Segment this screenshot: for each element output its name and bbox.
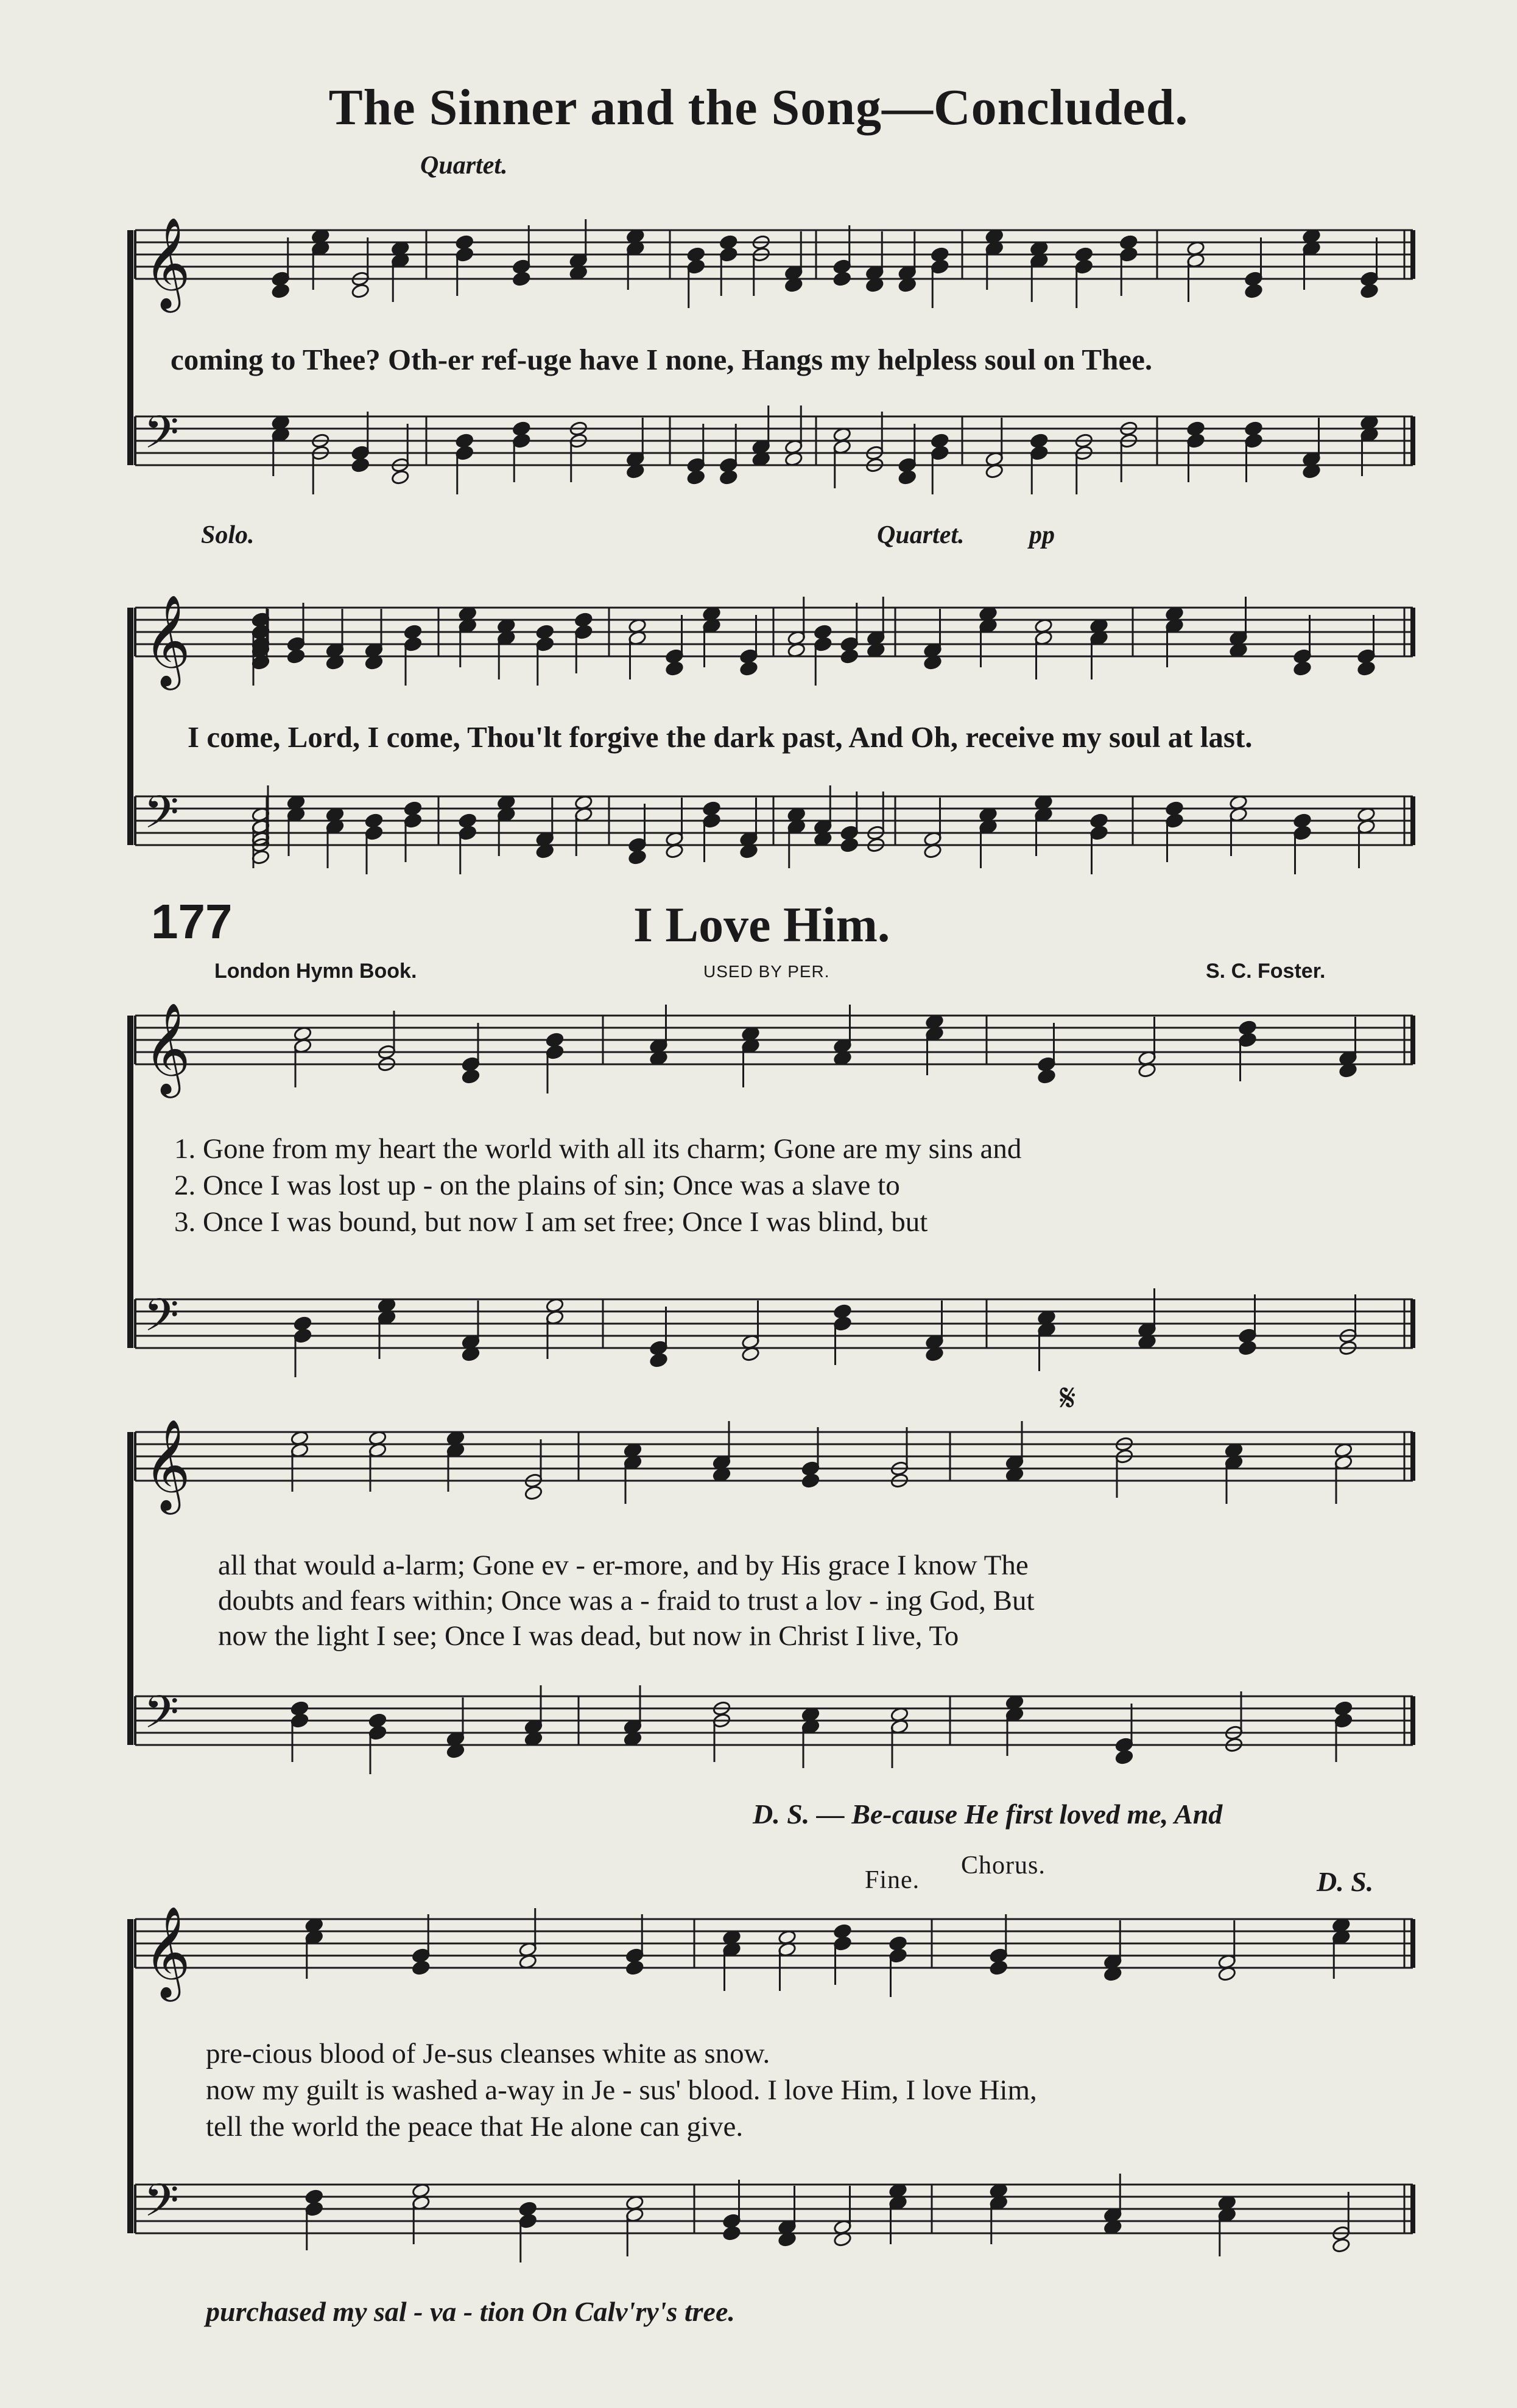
sys-a-bass-note [719, 469, 738, 485]
segno-icon: 𝄋 [1060, 1378, 1076, 1419]
sys-b-treble-note [1293, 661, 1312, 676]
sys-b-bass-note [628, 849, 647, 865]
sys-a-treble-note [1074, 247, 1093, 262]
verse-2-line-2: doubts and fears within; Once was a - fraid to trust a lov - ing God, But [218, 1585, 1035, 1616]
sys-e-bass-note [304, 2189, 323, 2205]
sys-c-treble-note [1037, 1069, 1056, 1084]
sys-d-bass-note [1115, 1749, 1134, 1765]
sys-a-treble-note [931, 247, 949, 262]
sys-b-bass-note [458, 813, 477, 829]
verse-3-line-3: tell the world the peace that He alone can give. [206, 2111, 744, 2143]
chorus-marking: Chorus. [961, 1852, 1046, 1880]
sys-d-treble-note [524, 1485, 543, 1501]
sys-c-bass-note [294, 1316, 312, 1332]
sys-a-treble-note [686, 247, 705, 262]
sys-e-treble-note [833, 1923, 852, 1939]
bass-clef-icon: 𝄢 [144, 1686, 179, 1750]
sys-b-treble-note [535, 624, 554, 640]
ds-refrain-text: D. S. — Be-cause He first loved me, And [753, 1799, 1223, 1830]
sys-a-bass-note [1030, 433, 1049, 449]
sys-b-treble-note [665, 661, 684, 676]
verse-1-line-3: pre-cious blood of Je-sus cleanses white as snow. [206, 2038, 770, 2069]
marking-quartet-1: Quartet. [420, 152, 508, 180]
sys-b-treble-note [814, 624, 832, 640]
sys-b-treble-note [287, 648, 306, 664]
sys-e-treble-note [412, 1960, 431, 1976]
treble-clef-icon: 𝄞 [144, 1418, 191, 1511]
sys-a-bass-note [686, 469, 705, 485]
hymn-title: I Love Him. [633, 897, 890, 952]
page-title: The Sinner and the Song—Concluded. [328, 79, 1189, 136]
verse-2-line-1: 2. Once I was lost up - on the plains of sin; Once was a slave to [174, 1170, 900, 1201]
sys-a-bass-note [1186, 421, 1205, 437]
fine-marking: Fine. [865, 1866, 920, 1894]
sys-a-bass-note [391, 469, 410, 485]
sys-a-bass-note [351, 457, 370, 473]
ds-refrain-end: purchased my sal - va - tion On Calv'ry's tree. [206, 2296, 735, 2327]
bass-clef-icon: 𝄢 [144, 406, 179, 470]
verse-2-line-3: now my guilt is washed a-way in Je - sus' blood. I love Him, I love Him, [206, 2074, 1037, 2106]
sys-a-bass-note [455, 433, 474, 449]
sys-b-treble-note [739, 661, 758, 676]
sys-b-bass-note [1089, 813, 1108, 829]
bass-clef-icon: 𝄢 [144, 2174, 179, 2238]
verse-1-line-1: 1. Gone from my heart the world with all its charm; Gone are my sins and [174, 1133, 1022, 1165]
marking-quartet-2: Quartet. [877, 521, 965, 549]
sys-c-bass-note [1238, 1340, 1257, 1356]
marking-solo: Solo. [201, 521, 255, 549]
hymn-number: 177 [151, 894, 233, 949]
sys-c-bass-note [649, 1352, 668, 1368]
sys-d-treble-note [801, 1473, 820, 1489]
permission-note: USED BY PER. [703, 962, 830, 981]
treble-clef-icon: 𝄞 [144, 216, 191, 309]
sys-d-bass-note [368, 1713, 387, 1729]
treble-clef-icon: 𝄞 [144, 594, 191, 686]
composer: S. C. Foster. [1206, 960, 1326, 983]
sys-d-bass-note [1334, 1701, 1353, 1716]
bass-clef-icon: 𝄢 [144, 786, 179, 850]
sys-c-bass-note [833, 1304, 852, 1319]
hymn-source: London Hymn Book. [214, 960, 417, 983]
sys-b-treble-note [840, 648, 859, 664]
sys-a-treble-note [832, 271, 851, 287]
sys-a-bass-note [512, 421, 531, 437]
sys-b-bass-note [1293, 813, 1312, 829]
sys-a-bass-note [898, 469, 917, 485]
verse-1-line-2: all that would a-larm; Gone ev - er-more, and by His grace I know The [218, 1550, 1029, 1581]
sys-a-treble-note [512, 271, 531, 287]
sys-c-treble-note [1238, 1020, 1257, 1036]
sys-b-treble-note [1357, 661, 1376, 676]
verse-3-line-2: now the light I see; Once I was dead, but now in Christ I live, To [218, 1620, 959, 1652]
sys-b-treble-note [404, 624, 423, 640]
verse-3-line-1: 3. Once I was bound, but now I am set free; Once I was blind, but [174, 1206, 928, 1238]
lyric-section1: coming to Thee? Oth-er ref-uge have I none, Hangs my helpless soul on Thee. [171, 343, 1153, 376]
sys-a-treble-note [271, 283, 290, 299]
sys-e-bass-note [1332, 2238, 1351, 2253]
sys-a-treble-note [1360, 283, 1379, 299]
bass-clef-icon: 𝄢 [144, 1289, 179, 1353]
sys-e-bass-note [518, 2201, 537, 2217]
sys-e-treble-note [889, 1936, 907, 1951]
sys-e-treble-note [989, 1960, 1008, 1976]
sys-c-treble-note [462, 1069, 480, 1084]
sys-b-bass-note [840, 837, 859, 853]
sys-b-bass-note [702, 801, 721, 816]
sys-b-bass-note [365, 813, 384, 829]
sys-b-treble-note [574, 612, 593, 628]
sys-a-treble-note [1119, 234, 1138, 250]
sys-d-bass-note [290, 1701, 309, 1716]
sys-b-bass-note [1165, 801, 1184, 816]
treble-clef-icon: 𝄞 [144, 1905, 191, 1998]
sys-a-treble-note [719, 234, 738, 250]
lyric-section2: I come, Lord, I come, Thou'lt forgive the dark past, And Oh, receive my soul at last. [188, 720, 1253, 754]
sys-a-treble-note [351, 283, 370, 299]
ds-marking: D. S. [1317, 1866, 1374, 1897]
sys-e-bass-note [722, 2225, 741, 2241]
sys-a-treble-note [455, 234, 474, 250]
treble-clef-icon: 𝄞 [144, 1002, 191, 1094]
sys-b-bass-note [404, 801, 423, 816]
sys-e-treble-note [625, 1960, 644, 1976]
marking-pp: pp [1029, 521, 1055, 549]
sys-c-treble-note [546, 1032, 565, 1048]
sys-a-bass-note [931, 433, 949, 449]
sys-a-bass-note [1244, 421, 1263, 437]
sys-a-treble-note [1244, 283, 1263, 299]
